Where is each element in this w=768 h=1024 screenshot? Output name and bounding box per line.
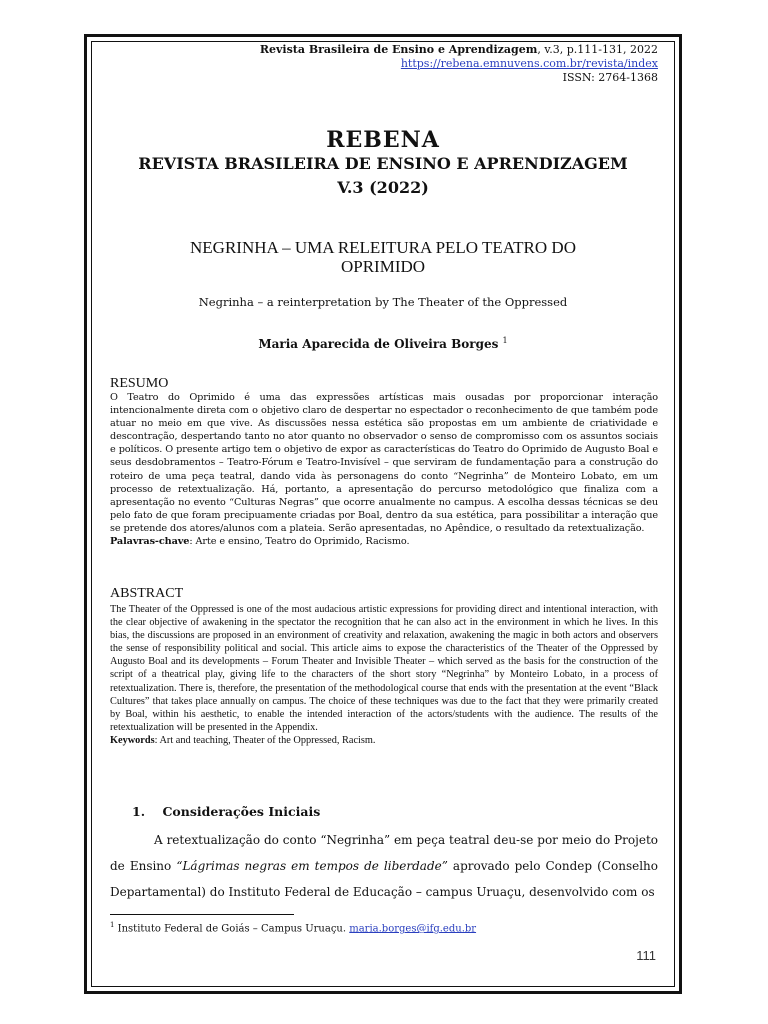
body-text-b: aprovado pelo Condep (Conselho Departamental) do Instituto Federal de Educação – campus Uruaçu, desenvolvido com os — [110, 859, 658, 899]
section-body — [110, 827, 658, 905]
body-text-italic: “Lágrimas negras em tempos de liberdade” — [176, 859, 448, 873]
footnote-text: Instituto Federal de Goiás – Campus Uruaçu. — [114, 923, 350, 935]
author-footnote-mark: 1 — [502, 336, 508, 345]
body-text-a: A retextualização do conto “Negrinha” em peça teatral deu-se por meio do Projeto de Ensino — [110, 833, 658, 873]
resumo-section — [110, 391, 658, 548]
article-subtitle: Negrinha – a reinterpretation by The Theater of the Oppressed — [198, 295, 568, 309]
abstract-keywords-label: Keywords — [110, 734, 155, 746]
masthead-volume: V.3 (2022) — [337, 178, 429, 197]
footnote — [110, 921, 476, 934]
resumo-keywords — [110, 535, 658, 548]
section-number: 1. — [132, 804, 146, 819]
journal-citation — [260, 43, 658, 56]
masthead-acronym: REBENA — [326, 127, 440, 153]
masthead-name: REVISTA BRASILEIRA DE ENSINO E APRENDIZAGEM — [138, 154, 628, 173]
abstract-heading: ABSTRACT — [110, 586, 184, 601]
footnote-mark: 1 — [110, 921, 115, 929]
resumo-text: O Teatro do Oprimido é uma das expressões artísticas mais ousadas por proporcionar interação intencionalmente direta com o objetivo claro de despertar no espectador o reconhecimento de que também pode atuar no meio em que vive. As discussões nessa estética são propostas em um ambiente de criatividade e descontração, despertando tanto no ator quanto no observador o senso de compromisso com os assuntos sociais e políticos. O presente artigo tem o objetivo de expor as características do Teatro do Oprimido de Augusto Boal e seus desdobramentos – Teatro-Fórum e Teatro-Invisível – que serviram de fundamentação para a construção do roteiro de uma peça teatral, dando vida às personagens do conto “Negrinha” de Monteiro Lobato, em um processo de retextualização. Há, portanto, a apresentação do percurso metodológico que finaliza com a apresentação no evento “Culturas Negras” que ocorre anualmente no campus. A escolha dessas técnicas se deu pelo fato de que foram precipuamente criadas por Boal, dentro da sua estética, para possibilitar a interação que se pretende dos atores/alunos com a plateia. Serão apresentadas, no Apêndice, o resultado da retextualização. — [110, 392, 658, 534]
resumo-heading: RESUMO — [110, 376, 169, 391]
article-title: NEGRINHA – UMA RELEITURA PELO TEATRO DO OPRIMIDO — [190, 238, 576, 276]
article-author — [100, 336, 666, 351]
footnote-divider — [110, 914, 294, 915]
footnote-email-link[interactable]: maria.borges@ifg.edu.br — [349, 923, 477, 935]
journal-issue: , v.3, p.111-131, 2022 — [537, 43, 658, 56]
section-title: Considerações Iniciais — [162, 804, 321, 819]
author-name: Maria Aparecida de Oliveira Borges — [258, 337, 499, 351]
resumo-keywords-list: : Arte e ensino, Teatro do Oprimido, Racismo. — [189, 536, 410, 548]
abstract-text: The Theater of the Oppressed is one of the most audacious artistic expressions for providing direct and intentional interaction, with the clear objective of awakening in the spectator the recognition that he can also act in the environment in which he lives. In this bias, the discussions are proposed in an environment of creativity and relaxation, awakening the magic in both actors and observers the sense of responsibility political and social. This article aims to expose the characteristics of the Theater of the Oppressed by Augusto Boal and its developments – Forum Theater and Invisible Theater – which served as the basis for the construction of the script of a theatrical play, giving life to the characters of the short story “Negrinha” by Monteiro Lobato, in a process of retextualization. There is, therefore, the presentation of the methodological course that ends with the presentation at the event “Black Cultures” that takes place annually on campus. The choice of these techniques was due to the fact that they were primarily created by Boal, within his aesthetic, to enable the intended interaction of the actors/students with the audience. The results of the retextualization will be presented in the Appendix. — [110, 604, 658, 733]
page-number: 111 — [636, 948, 656, 963]
journal-name: Revista Brasileira de Ensino e Aprendizagem — [259, 43, 538, 56]
journal-issn: ISSN: 2764-1368 — [562, 71, 658, 84]
abstract-keywords-list: : Art and teaching, Theater of the Oppressed, Racism. — [154, 734, 376, 746]
abstract-section — [110, 603, 658, 747]
section-heading — [132, 804, 320, 819]
abstract-keywords — [110, 734, 658, 747]
resumo-keywords-label: Palavras-chave — [110, 536, 190, 548]
journal-url-link[interactable]: https://rebena.emnuvens.com.br/revista/index — [400, 57, 658, 70]
